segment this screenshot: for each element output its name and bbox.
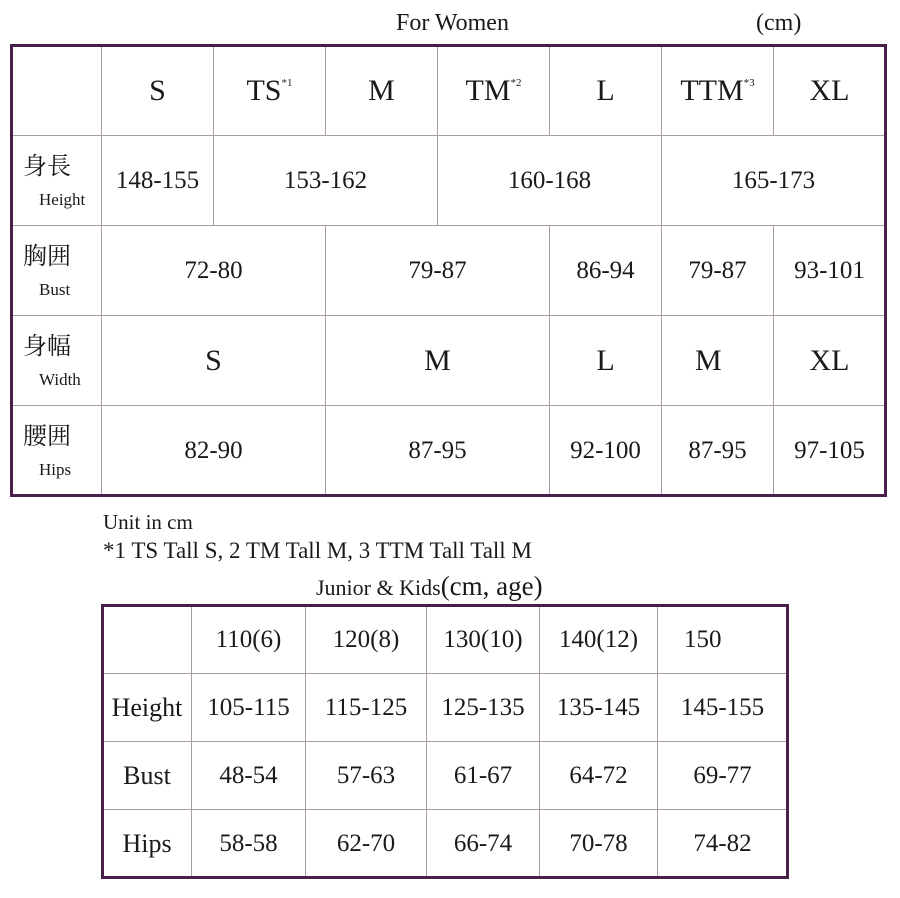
cell-height-tm-l: 160-168 (438, 136, 662, 226)
kids-hips-130: 66-74 (427, 810, 540, 878)
kids-bust-130: 61-67 (427, 742, 540, 810)
kids-hips-110: 58-58 (192, 810, 306, 878)
kids-bust-150: 69-77 (658, 742, 788, 810)
kids-header-130: 130(10) (427, 606, 540, 674)
women-row-width (12, 316, 886, 406)
kids-header-150: 150 (658, 606, 788, 674)
row-label-width: 身幅 Width (12, 316, 102, 406)
kids-hips-140: 70-78 (540, 810, 658, 878)
kids-height-120: 115-125 (306, 674, 427, 742)
kids-header-120: 120(8) (306, 606, 427, 674)
cell-width-ttm: M (662, 316, 774, 406)
women-header-row (12, 46, 886, 136)
kids-height-150: 145-155 (658, 674, 788, 742)
cell-height-ttm-xl: 165-173 (662, 136, 886, 226)
women-corner-cell (12, 46, 102, 136)
kids-hips-150: 74-82 (658, 810, 788, 878)
kids-hips-120: 62-70 (306, 810, 427, 878)
women-header-xl: XL (774, 46, 886, 136)
kids-height-110: 105-115 (192, 674, 306, 742)
women-title: For Women (396, 10, 509, 36)
unit-note: Unit in cm (103, 510, 193, 534)
cell-hips-m-tm: 87-95 (326, 406, 550, 496)
cell-bust-xl: 93-101 (774, 226, 886, 316)
kids-row-bust (103, 742, 788, 810)
row-label-hips: 腰囲 Hips (12, 406, 102, 496)
cell-hips-xl: 97-105 (774, 406, 886, 496)
kids-row-height (103, 674, 788, 742)
women-header-tm: TM$^{*2}$ (438, 46, 550, 136)
women-size-table (11, 45, 886, 496)
women-header-s: S (102, 46, 214, 136)
kids-height-130: 125-135 (427, 674, 540, 742)
kids-header-row (103, 606, 788, 674)
cell-width-xl: XL (774, 316, 886, 406)
cell-width-m-tm: M (326, 316, 550, 406)
cell-hips-s-ts: 82-90 (102, 406, 326, 496)
cell-bust-s-ts: 72-80 (102, 226, 326, 316)
kids-corner-cell (103, 606, 192, 674)
kids-label-height: Height (103, 674, 192, 742)
kids-bust-140: 64-72 (540, 742, 658, 810)
cell-width-s-ts: S (102, 316, 326, 406)
size-footnote: *1 TS Tall S, 2 TM Tall M, 3 TTM Tall Tall M (103, 538, 532, 563)
cell-bust-ttm: 79-87 (662, 226, 774, 316)
kids-header-110: 110(6) (192, 606, 306, 674)
cell-hips-ttm: 87-95 (662, 406, 774, 496)
women-unit: (cm) (756, 10, 802, 36)
row-label-bust: 胸囲 Bust (12, 226, 102, 316)
kids-title: Junior & Kids(cm, age) (316, 571, 543, 601)
women-row-hips (12, 406, 886, 496)
kids-label-bust: Bust (103, 742, 192, 810)
cell-bust-m-tm: 79-87 (326, 226, 550, 316)
women-header-m: M (326, 46, 438, 136)
kids-height-140: 135-145 (540, 674, 658, 742)
kids-label-hips: Hips (103, 810, 192, 878)
row-label-height: 身長 Height (12, 136, 102, 226)
women-header-l: L (550, 46, 662, 136)
kids-bust-110: 48-54 (192, 742, 306, 810)
kids-row-hips (103, 810, 788, 878)
kids-size-table (102, 605, 788, 878)
cell-height-ts-m: 153-162 (214, 136, 438, 226)
cell-bust-l: 86-94 (550, 226, 662, 316)
kids-bust-120: 57-63 (306, 742, 427, 810)
kids-header-140: 140(12) (540, 606, 658, 674)
women-header-ttm: TTM$^{*3}$ (662, 46, 774, 136)
cell-hips-l: 92-100 (550, 406, 662, 496)
women-row-bust (12, 226, 886, 316)
cell-width-l: L (550, 316, 662, 406)
women-header-ts: TS$^{*1}$ (214, 46, 326, 136)
women-row-height (12, 136, 886, 226)
cell-height-s: 148-155 (102, 136, 214, 226)
